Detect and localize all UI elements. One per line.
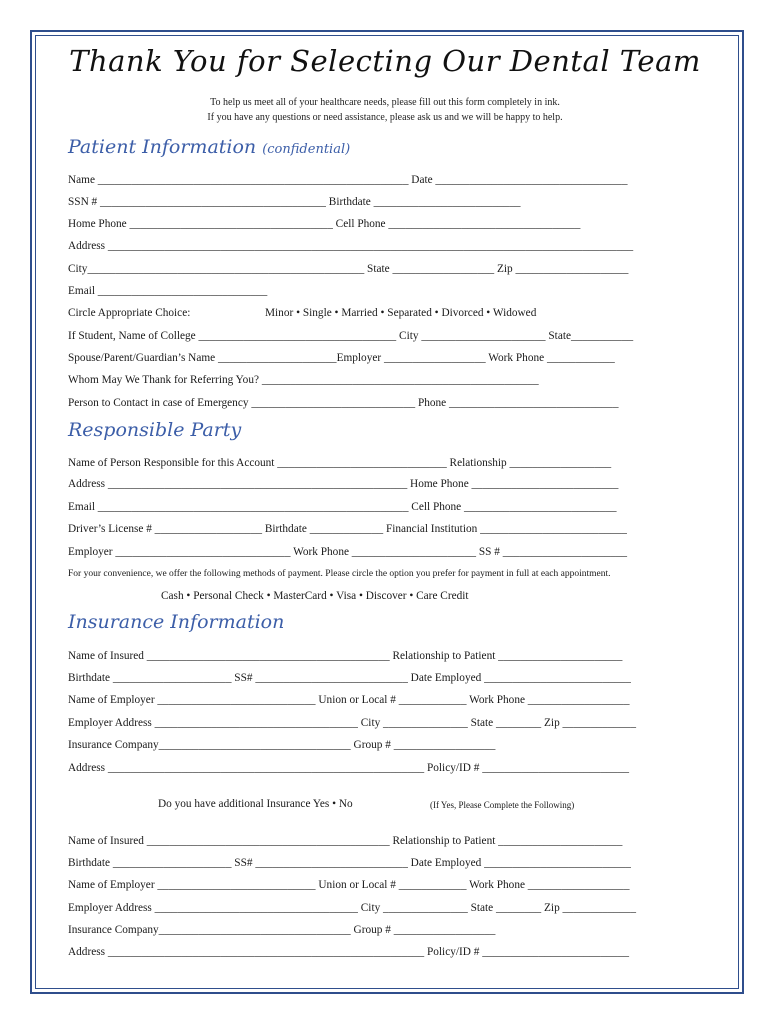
insured-name-field[interactable]: Name of Insured ___________________________________________ Relationship to Patient ______________________ [68, 650, 623, 662]
insurance-address-field-2[interactable]: Address ________________________________________________________ Policy/ID # __________________________ [68, 946, 630, 958]
drivers-license-field[interactable]: Driver’s License # ___________________ Birthdate _____________ Financial Institution __________________________ [68, 523, 627, 535]
home-cell-phone-field[interactable]: Home Phone ____________________________________ Cell Phone __________________________________ [68, 218, 581, 230]
insured-employer-field-2[interactable]: Name of Employer ____________________________ Union or Local # ____________ Work Phone __________________ [68, 879, 630, 891]
form-title: Thank You for Selecting Our Dental Team [69, 44, 701, 78]
confidential-note: (confidential) [262, 142, 351, 157]
payment-options[interactable]: Cash • Personal Check • MasterCard • Visa • Discover • Care Credit [161, 590, 469, 602]
city-state-zip-field[interactable]: City_________________________________________________ State __________________ Zip ____________________ [68, 263, 629, 275]
ssn-birthdate-field[interactable]: SSN # ________________________________________ Birthdate __________________________ [68, 196, 521, 208]
employer-address-field[interactable]: Employer Address ____________________________________ City _______________ State ________ Zip _____________ [68, 717, 636, 729]
address-field[interactable]: Address _____________________________________________________________________________________________ [68, 240, 634, 252]
insurance-address-field[interactable]: Address ________________________________________________________ Policy/ID # __________________________ [68, 762, 630, 774]
referral-field[interactable]: Whom May We Thank for Referring You? _________________________________________________ [68, 374, 539, 386]
spouse-employer-field[interactable]: Spouse/Parent/Guardian’s Name _____________________Employer __________________ Work Phone ____________ [68, 352, 615, 364]
insured-birthdate-field-2[interactable]: Birthdate _____________________ SS# ___________________________ Date Employed __________________________ [68, 857, 631, 869]
email-field[interactable]: Email ______________________________ [68, 285, 268, 297]
marital-label: Circle Appropriate Choice: [68, 307, 191, 319]
responsible-party-heading: Responsible Party [68, 419, 242, 441]
marital-options[interactable]: Minor • Single • Married • Separated • Divorced • Widowed [265, 307, 537, 319]
name-date-field[interactable]: Name _______________________________________________________ Date __________________________________ [68, 174, 628, 186]
patient-info-title: Patient Information [68, 136, 257, 158]
employer-address-field-2[interactable]: Employer Address ____________________________________ City _______________ State ________ Zip _____________ [68, 902, 636, 914]
responsible-email-field[interactable]: Email _______________________________________________________ Cell Phone ___________________________ [68, 501, 617, 513]
responsible-name-field[interactable]: Name of Person Responsible for this Account ______________________________ Relationship __________________ [68, 457, 612, 469]
patient-info-heading [68, 136, 350, 158]
insurance-company-field-2[interactable]: Insurance Company__________________________________ Group # __________________ [68, 924, 496, 936]
responsible-address-field[interactable]: Address _____________________________________________________ Home Phone __________________________ [68, 478, 619, 490]
insurance-company-field[interactable]: Insurance Company__________________________________ Group # __________________ [68, 739, 496, 751]
intro-line-2: If you have any questions or need assistance, please ask us and we will be happy to help. [207, 112, 563, 123]
responsible-employer-field[interactable]: Employer _______________________________ Work Phone ______________________ SS # ______________________ [68, 546, 628, 558]
college-field[interactable]: If Student, Name of College ___________________________________ City ______________________ State___________ [68, 330, 634, 342]
intro-line-1: To help us meet all of your healthcare needs, please fill out this form completely in ink. [210, 97, 560, 108]
additional-insurance-note: (If Yes, Please Complete the Following) [430, 800, 575, 810]
payment-note: For your convenience, we offer the following methods of payment. Please circle the option you prefer for payment in full at each appointment. [68, 569, 611, 579]
additional-insurance-question[interactable]: Do you have additional Insurance Yes • No [158, 798, 353, 810]
insured-employer-field[interactable]: Name of Employer ____________________________ Union or Local # ____________ Work Phone __________________ [68, 694, 630, 706]
insured-name-field-2[interactable]: Name of Insured ___________________________________________ Relationship to Patient ______________________ [68, 835, 623, 847]
emergency-contact-field[interactable]: Person to Contact in case of Emergency _____________________________ Phone ______________________________ [68, 397, 619, 409]
insurance-info-heading: Insurance Information [68, 611, 285, 633]
insured-birthdate-field[interactable]: Birthdate _____________________ SS# ___________________________ Date Employed __________________________ [68, 672, 631, 684]
